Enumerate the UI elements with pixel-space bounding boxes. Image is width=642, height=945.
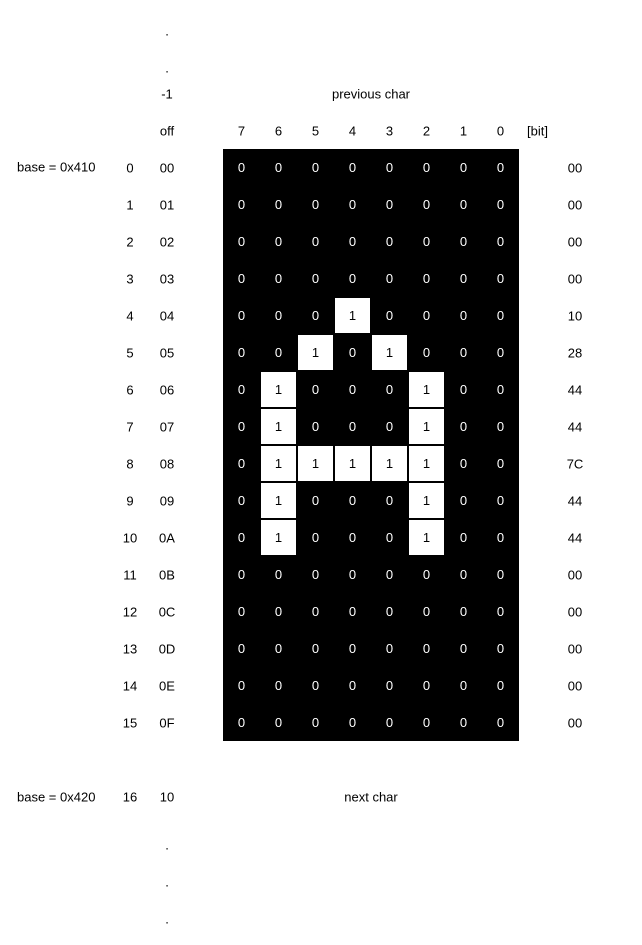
bit-cell: 0 bbox=[482, 556, 519, 593]
bit-cell: 0 bbox=[371, 556, 408, 593]
bit-cell: 0 bbox=[445, 149, 482, 186]
bit-cell: 0 bbox=[334, 593, 371, 630]
bit-cell: 0 bbox=[371, 260, 408, 297]
bit-column-header: 1 bbox=[459, 123, 468, 139]
bit-cell: 0 bbox=[482, 260, 519, 297]
bitmap-grid bbox=[223, 149, 519, 741]
row-index: 3 bbox=[126, 271, 134, 286]
bit-cell: 0 bbox=[408, 260, 445, 297]
row-offset: 08 bbox=[159, 456, 175, 471]
bit-cell: 1 bbox=[260, 408, 297, 445]
bit-cell: 0 bbox=[371, 408, 408, 445]
bit-cell: 0 bbox=[260, 593, 297, 630]
bit-cell: 0 bbox=[297, 704, 334, 741]
bit-cell: 0 bbox=[334, 482, 371, 519]
bit-column-header: 0 bbox=[496, 123, 505, 139]
bit-cell: 0 bbox=[445, 704, 482, 741]
bit-cell: 0 bbox=[334, 667, 371, 704]
bit-cell: 0 bbox=[223, 593, 260, 630]
bit-cell: 0 bbox=[445, 445, 482, 482]
row-index: 5 bbox=[126, 345, 134, 360]
row-index: 9 bbox=[126, 493, 134, 508]
bit-cell: 0 bbox=[371, 704, 408, 741]
row-index: 15 bbox=[122, 715, 138, 730]
bit-cell: 0 bbox=[260, 667, 297, 704]
bit-cell: 0 bbox=[371, 223, 408, 260]
bit-cell: 0 bbox=[408, 186, 445, 223]
bit-cell: 0 bbox=[223, 260, 260, 297]
bit-cell: 0 bbox=[223, 408, 260, 445]
row-hex-value: 44 bbox=[567, 419, 583, 434]
bit-cell: 0 bbox=[334, 556, 371, 593]
bit-cell: 0 bbox=[223, 556, 260, 593]
ellipsis-dot: . bbox=[165, 23, 169, 39]
bit-cell: 1 bbox=[297, 445, 334, 482]
bit-cell: 0 bbox=[334, 149, 371, 186]
bit-cell: 1 bbox=[260, 482, 297, 519]
bit-cell: 0 bbox=[445, 519, 482, 556]
row-index: 6 bbox=[126, 382, 134, 397]
bit-cell: 1 bbox=[260, 519, 297, 556]
bit-cell: 0 bbox=[445, 334, 482, 371]
bit-cell: 1 bbox=[260, 371, 297, 408]
bit-cell: 0 bbox=[445, 408, 482, 445]
bit-cell: 0 bbox=[297, 408, 334, 445]
bit-cell: 0 bbox=[482, 667, 519, 704]
row-offset: 07 bbox=[159, 419, 175, 434]
bit-cell: 0 bbox=[297, 482, 334, 519]
bit-cell: 0 bbox=[334, 371, 371, 408]
bit-cell: 1 bbox=[371, 334, 408, 371]
bit-cell: 1 bbox=[297, 334, 334, 371]
row-hex-value: 00 bbox=[567, 567, 583, 582]
next-base-address-label: base = 0x420 bbox=[17, 789, 96, 805]
bit-cell: 0 bbox=[482, 223, 519, 260]
bit-cell: 0 bbox=[260, 630, 297, 667]
bit-cell: 0 bbox=[223, 667, 260, 704]
bit-cell: 0 bbox=[408, 667, 445, 704]
bit-cell: 0 bbox=[334, 630, 371, 667]
bit-cell: 0 bbox=[223, 297, 260, 334]
row-offset: 01 bbox=[159, 197, 175, 212]
row-offset: 03 bbox=[159, 271, 175, 286]
bit-column-header: 3 bbox=[385, 123, 394, 139]
bit-cell: 0 bbox=[445, 556, 482, 593]
row-hex-value: 00 bbox=[567, 604, 583, 619]
bit-cell: 0 bbox=[260, 704, 297, 741]
bit-cell: 0 bbox=[223, 186, 260, 223]
bit-cell: 0 bbox=[371, 593, 408, 630]
bit-cell: 0 bbox=[260, 186, 297, 223]
bit-cell: 0 bbox=[482, 630, 519, 667]
row-offset: 0A bbox=[159, 530, 175, 545]
row-offset: 09 bbox=[159, 493, 175, 508]
ellipsis-dot: . bbox=[165, 60, 169, 76]
bit-cell: 0 bbox=[371, 482, 408, 519]
bit-cell: 0 bbox=[482, 408, 519, 445]
bit-cell: 0 bbox=[371, 186, 408, 223]
bit-cell: 0 bbox=[445, 630, 482, 667]
bit-cell: 0 bbox=[482, 704, 519, 741]
bit-cell: 1 bbox=[260, 445, 297, 482]
bit-cell: 1 bbox=[408, 482, 445, 519]
base-address-label: base = 0x410 bbox=[17, 159, 96, 175]
bit-cell: 0 bbox=[260, 334, 297, 371]
bit-cell: 0 bbox=[223, 149, 260, 186]
bit-cell: 0 bbox=[482, 371, 519, 408]
bit-cell: 0 bbox=[482, 482, 519, 519]
row-offset: 00 bbox=[159, 160, 175, 175]
bit-column-header: 6 bbox=[274, 123, 283, 139]
row-index: 4 bbox=[126, 308, 134, 323]
bit-cell: 0 bbox=[297, 593, 334, 630]
bit-cell: 0 bbox=[297, 260, 334, 297]
bit-cell: 0 bbox=[408, 556, 445, 593]
row-offset: 0E bbox=[159, 678, 175, 693]
bit-cell: 0 bbox=[334, 334, 371, 371]
row-index: 1 bbox=[126, 197, 134, 212]
row-offset: 05 bbox=[159, 345, 175, 360]
row-hex-value: 00 bbox=[567, 160, 583, 175]
bit-cell: 0 bbox=[445, 297, 482, 334]
bit-cell: 0 bbox=[223, 482, 260, 519]
bit-cell: 0 bbox=[260, 149, 297, 186]
row-index: 7 bbox=[126, 419, 134, 434]
row-hex-value: 00 bbox=[567, 641, 583, 656]
bit-cell: 0 bbox=[408, 149, 445, 186]
row-hex-value: 44 bbox=[567, 493, 583, 508]
bit-cell: 0 bbox=[260, 556, 297, 593]
next-index: 16 bbox=[122, 789, 138, 805]
bit-cell: 0 bbox=[223, 704, 260, 741]
bit-cell: 0 bbox=[445, 667, 482, 704]
bit-cell: 1 bbox=[408, 408, 445, 445]
row-index: 10 bbox=[122, 530, 138, 545]
bit-cell: 0 bbox=[371, 519, 408, 556]
bit-cell: 0 bbox=[297, 297, 334, 334]
bit-cell: 0 bbox=[334, 260, 371, 297]
row-index: 0 bbox=[126, 160, 134, 175]
bit-cell: 0 bbox=[482, 297, 519, 334]
ellipsis-dot: . bbox=[165, 837, 169, 853]
bit-cell: 0 bbox=[371, 630, 408, 667]
row-offset: 0B bbox=[159, 567, 175, 582]
bit-cell: 0 bbox=[482, 149, 519, 186]
bit-cell: 0 bbox=[223, 371, 260, 408]
bit-cell: 1 bbox=[408, 519, 445, 556]
offset-header: off bbox=[159, 123, 175, 139]
bit-cell: 1 bbox=[408, 371, 445, 408]
bit-cell: 0 bbox=[371, 667, 408, 704]
row-offset: 04 bbox=[159, 308, 175, 323]
row-hex-value: 00 bbox=[567, 271, 583, 286]
bit-cell: 1 bbox=[334, 297, 371, 334]
bit-column-header: 2 bbox=[422, 123, 431, 139]
bit-cell: 0 bbox=[371, 149, 408, 186]
row-offset: 06 bbox=[159, 382, 175, 397]
bit-cell: 0 bbox=[223, 630, 260, 667]
row-hex-value: 44 bbox=[567, 382, 583, 397]
row-hex-value: 00 bbox=[567, 715, 583, 730]
bit-cell: 0 bbox=[260, 297, 297, 334]
row-hex-value: 00 bbox=[567, 234, 583, 249]
bit-cell: 0 bbox=[445, 482, 482, 519]
bit-cell: 1 bbox=[371, 445, 408, 482]
bit-cell: 0 bbox=[297, 667, 334, 704]
bit-cell: 0 bbox=[223, 334, 260, 371]
next-char-label: next char bbox=[344, 789, 398, 805]
bit-cell: 0 bbox=[297, 223, 334, 260]
row-hex-value: 10 bbox=[567, 308, 583, 323]
bit-cell: 0 bbox=[223, 445, 260, 482]
bit-cell: 0 bbox=[408, 334, 445, 371]
ellipsis-dot: . bbox=[165, 911, 169, 927]
bit-cell: 0 bbox=[408, 593, 445, 630]
bit-column-header: 4 bbox=[348, 123, 357, 139]
bit-cell: 0 bbox=[371, 371, 408, 408]
bit-cell: 0 bbox=[445, 371, 482, 408]
bit-cell: 0 bbox=[482, 445, 519, 482]
row-index: 14 bbox=[122, 678, 138, 693]
bit-cell: 0 bbox=[408, 704, 445, 741]
bit-cell: 0 bbox=[297, 630, 334, 667]
next-offset: 10 bbox=[159, 789, 175, 805]
bit-cell: 1 bbox=[334, 445, 371, 482]
row-index: 8 bbox=[126, 456, 134, 471]
row-index: 13 bbox=[122, 641, 138, 656]
bit-cell: 0 bbox=[334, 223, 371, 260]
row-hex-value: 44 bbox=[567, 530, 583, 545]
row-hex-value: 00 bbox=[567, 678, 583, 693]
ellipsis-dot: . bbox=[165, 874, 169, 890]
row-offset: 02 bbox=[159, 234, 175, 249]
row-offset: 0C bbox=[158, 604, 176, 619]
bit-cell: 0 bbox=[260, 223, 297, 260]
bit-cell: 0 bbox=[445, 186, 482, 223]
bit-cell: 0 bbox=[223, 223, 260, 260]
bit-cell: 0 bbox=[482, 593, 519, 630]
bit-cell: 0 bbox=[297, 186, 334, 223]
bit-column-header: 7 bbox=[237, 123, 246, 139]
bit-cell: 0 bbox=[408, 297, 445, 334]
row-index: 12 bbox=[122, 604, 138, 619]
bit-column-header: 5 bbox=[311, 123, 320, 139]
bit-cell: 1 bbox=[408, 445, 445, 482]
bit-cell: 0 bbox=[223, 519, 260, 556]
bit-cell: 0 bbox=[445, 593, 482, 630]
row-offset: 0F bbox=[159, 715, 175, 730]
bit-cell: 0 bbox=[408, 630, 445, 667]
bit-cell: 0 bbox=[334, 704, 371, 741]
bit-cell: 0 bbox=[445, 223, 482, 260]
bit-cell: 0 bbox=[297, 519, 334, 556]
row-index: 11 bbox=[123, 567, 137, 582]
bit-cell: 0 bbox=[297, 556, 334, 593]
bit-cell: 0 bbox=[408, 223, 445, 260]
bit-cell: 0 bbox=[297, 371, 334, 408]
row-hex-value: 28 bbox=[567, 345, 583, 360]
bit-cell: 0 bbox=[482, 186, 519, 223]
row-hex-value: 7C bbox=[566, 456, 584, 471]
bit-cell: 0 bbox=[482, 519, 519, 556]
bit-unit-label: [bit] bbox=[527, 123, 548, 139]
bit-cell: 0 bbox=[371, 297, 408, 334]
prev-index: -1 bbox=[161, 86, 173, 102]
bit-cell: 0 bbox=[482, 334, 519, 371]
previous-char-label: previous char bbox=[331, 86, 411, 102]
bit-cell: 0 bbox=[334, 186, 371, 223]
bit-cell: 0 bbox=[334, 519, 371, 556]
bit-cell: 0 bbox=[260, 260, 297, 297]
row-offset: 0D bbox=[158, 641, 176, 656]
row-hex-value: 00 bbox=[567, 197, 583, 212]
bit-cell: 0 bbox=[334, 408, 371, 445]
bit-cell: 0 bbox=[297, 149, 334, 186]
bit-cell: 0 bbox=[445, 260, 482, 297]
row-index: 2 bbox=[126, 234, 134, 249]
